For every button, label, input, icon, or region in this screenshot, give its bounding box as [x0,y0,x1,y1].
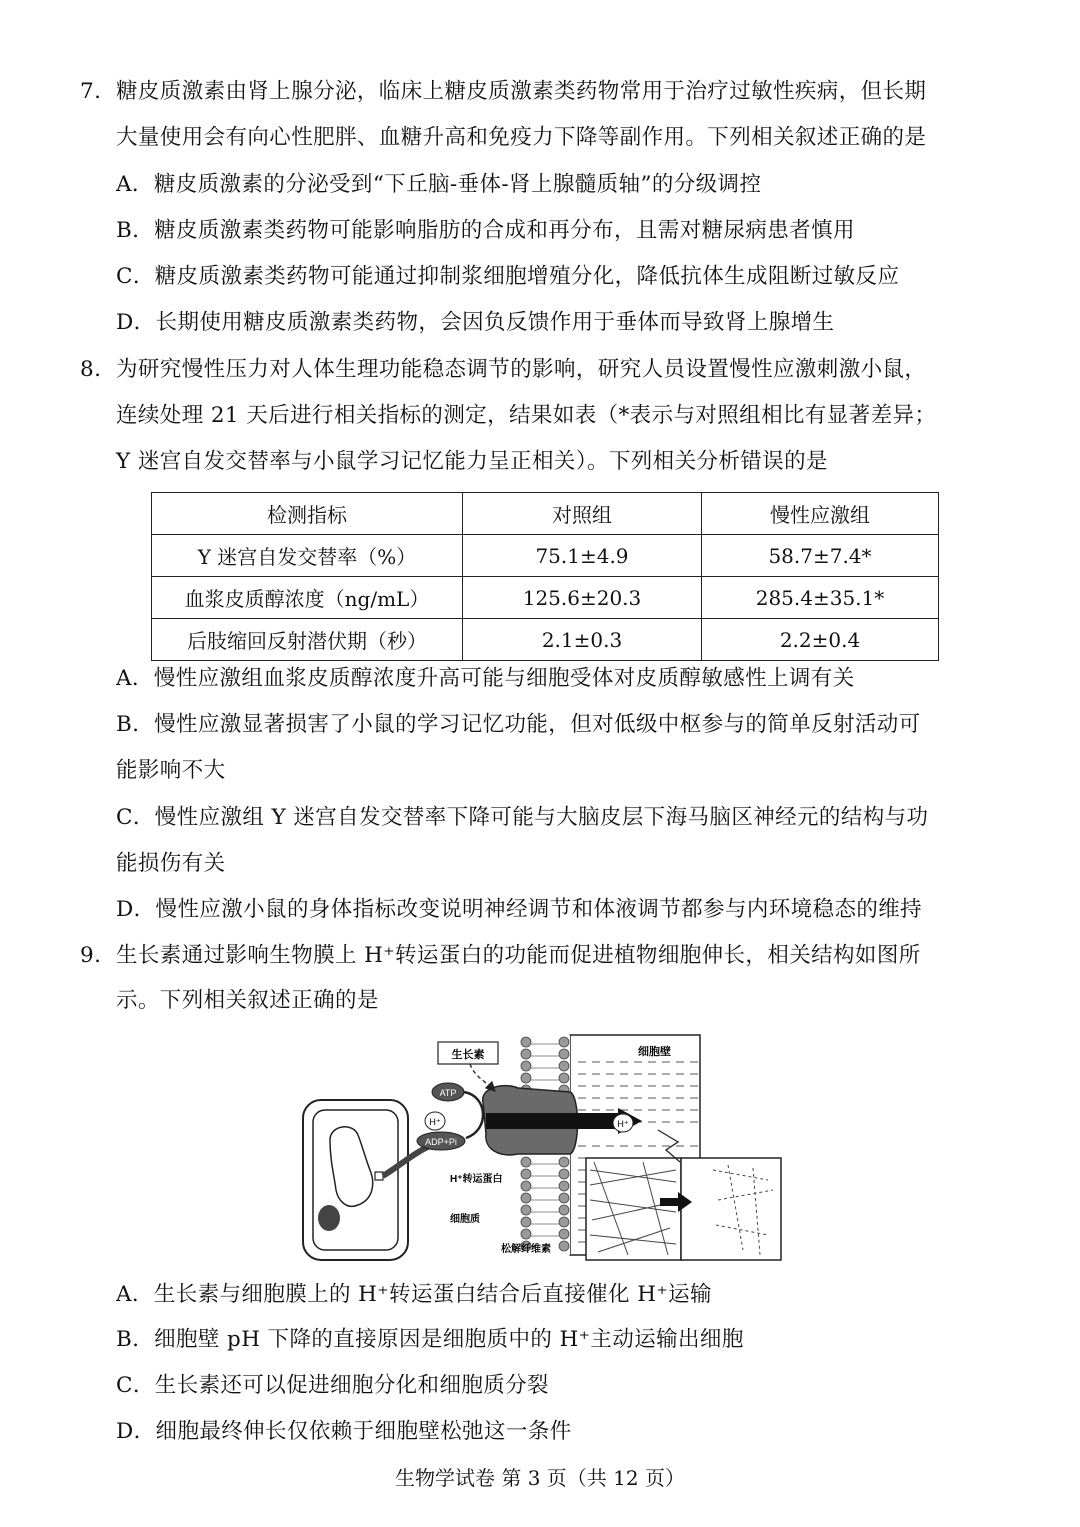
adp-label: ADP+Pi [425,1137,457,1147]
q9-option-b: B．细胞壁 pH 下降的直接原因是细胞质中的 H⁺主动运输出细胞 [116,1327,744,1352]
q8-option-d: D．慢性应激小鼠的身体指标改变说明神经调节和体液调节都参与内环境稳态的维持 [116,897,923,922]
q8-results-table [151,492,939,661]
cytoplasm-label: 细胞质 [450,1214,480,1225]
q9-stem-line2: 示。下列相关叙述正确的是 [116,988,379,1013]
q9-auxin-figure [298,1030,788,1270]
atp-to-adp-arrow [464,1092,483,1138]
cell-wall-label: 细胞壁 [638,1046,671,1058]
q8-option-b-line2: 能影响不大 [116,758,226,783]
table-header-cell: 慢性应激组 [702,493,939,535]
q8-stem-line1 [80,355,926,385]
table-cell: 后肢缩回反射潜伏期（秒） [152,619,463,661]
table-header-row [152,493,939,535]
q9-stem-line1 [80,941,921,971]
q7-option-c: C．糖皮质激素类药物可能通过抑制浆细胞增殖分化，降低抗体生成阻断过敏反应 [116,264,900,289]
table-row [152,535,939,577]
q7-stem-line1 [80,77,926,107]
q7-stem-line2: 大量使用会有向心性肥胖、血糖升高和免疫力下降等副作用。下列相关叙述正确的是 [116,125,927,150]
q8-stem-line3: Y 迷宫自发交替率与小鼠学习记忆能力呈正相关）。下列相关分析错误的是 [116,449,828,474]
table-cell: 58.7±7.4* [702,535,939,577]
q9-option-c: C．生长素还可以促进细胞分化和细胞质分裂 [116,1373,549,1398]
table-row [152,619,939,661]
q7-stem-text1: 糖皮质激素由肾上腺分泌，临床上糖皮质激素类药物常用于治疗过敏性疾病，但长期 [116,79,927,104]
q8-option-a: A．慢性应激组血浆皮质醇浓度升高可能与细胞受体对皮质醇敏感性上调有关 [116,666,855,691]
h-in-label: H⁺ [429,1117,441,1127]
table-cell: 血浆皮质醇浓度（ng/mL） [152,577,463,619]
page-footer: 生物学试卷 第 3 页（共 12 页） [395,1466,685,1490]
atp-label: ATP [439,1088,457,1098]
q8-number: 8. [80,357,102,382]
q9-stem-text1: 生长素通过影响生物膜上 H⁺转运蛋白的功能而促进植物细胞伸长，相关结构如图所 [116,943,921,968]
table-cell: 285.4±35.1* [702,577,939,619]
q9-option-a: A．生长素与细胞膜上的 H⁺转运蛋白结合后直接催化 H⁺运输 [116,1282,712,1307]
q7-option-d: D．长期使用糖皮质激素类药物，会因负反馈作用于垂体而导致肾上腺增生 [116,310,835,335]
q7-option-b: B．糖皮质激素类药物可能影响脂肪的合成和再分布，且需对糖尿病患者慎用 [116,218,855,243]
q9-number: 9. [80,943,102,968]
table-cell: 2.2±0.4 [702,619,939,661]
table-header-cell: 检测指标 [152,493,463,535]
q8-option-c-line1: C．慢性应激组 Y 迷宫自发交替率下降可能与大脑皮层下海马脑区神经元的结构与功 [116,805,929,830]
nucleus-icon [318,1205,340,1231]
auxin-arrow [470,1064,494,1090]
table-row [152,577,939,619]
transporter-label: H⁺转运蛋白 [450,1174,503,1185]
loosening-label: 松解纤维素 [501,1244,551,1255]
table-cell: Y 迷宫自发交替率（%） [152,535,463,577]
auxin-label: 生长素 [451,1049,485,1061]
q7-number: 7. [80,79,102,104]
q8-stem-text1: 为研究慢性压力对人体生理功能稳态调节的影响，研究人员设置慢性应激刺激小鼠， [116,357,927,382]
q9-option-d: D．细胞最终伸长仅依赖于细胞壁松弛这一条件 [116,1419,572,1444]
q8-stem-line2: 连续处理 21 天后进行相关指标的测定，结果如表（*表示与对照组相比有显著差异； [116,403,937,428]
table-cell: 2.1±0.3 [463,619,702,661]
q8-option-b-line1: B．慢性应激显著损害了小鼠的学习记忆功能，但对低级中枢参与的简单反射活动可 [116,712,921,737]
fiber-zoom-before [586,1158,681,1260]
table-cell: 75.1±4.9 [463,535,702,577]
table-cell: 125.6±20.3 [463,577,702,619]
q8-option-c-line2: 能损伤有关 [116,851,226,876]
table-header-cell: 对照组 [463,493,702,535]
h-out-label: H⁺ [617,1119,629,1129]
q7-option-a: A．糖皮质激素的分泌受到“下丘脑-垂体-肾上腺髓质轴”的分级调控 [116,172,762,197]
